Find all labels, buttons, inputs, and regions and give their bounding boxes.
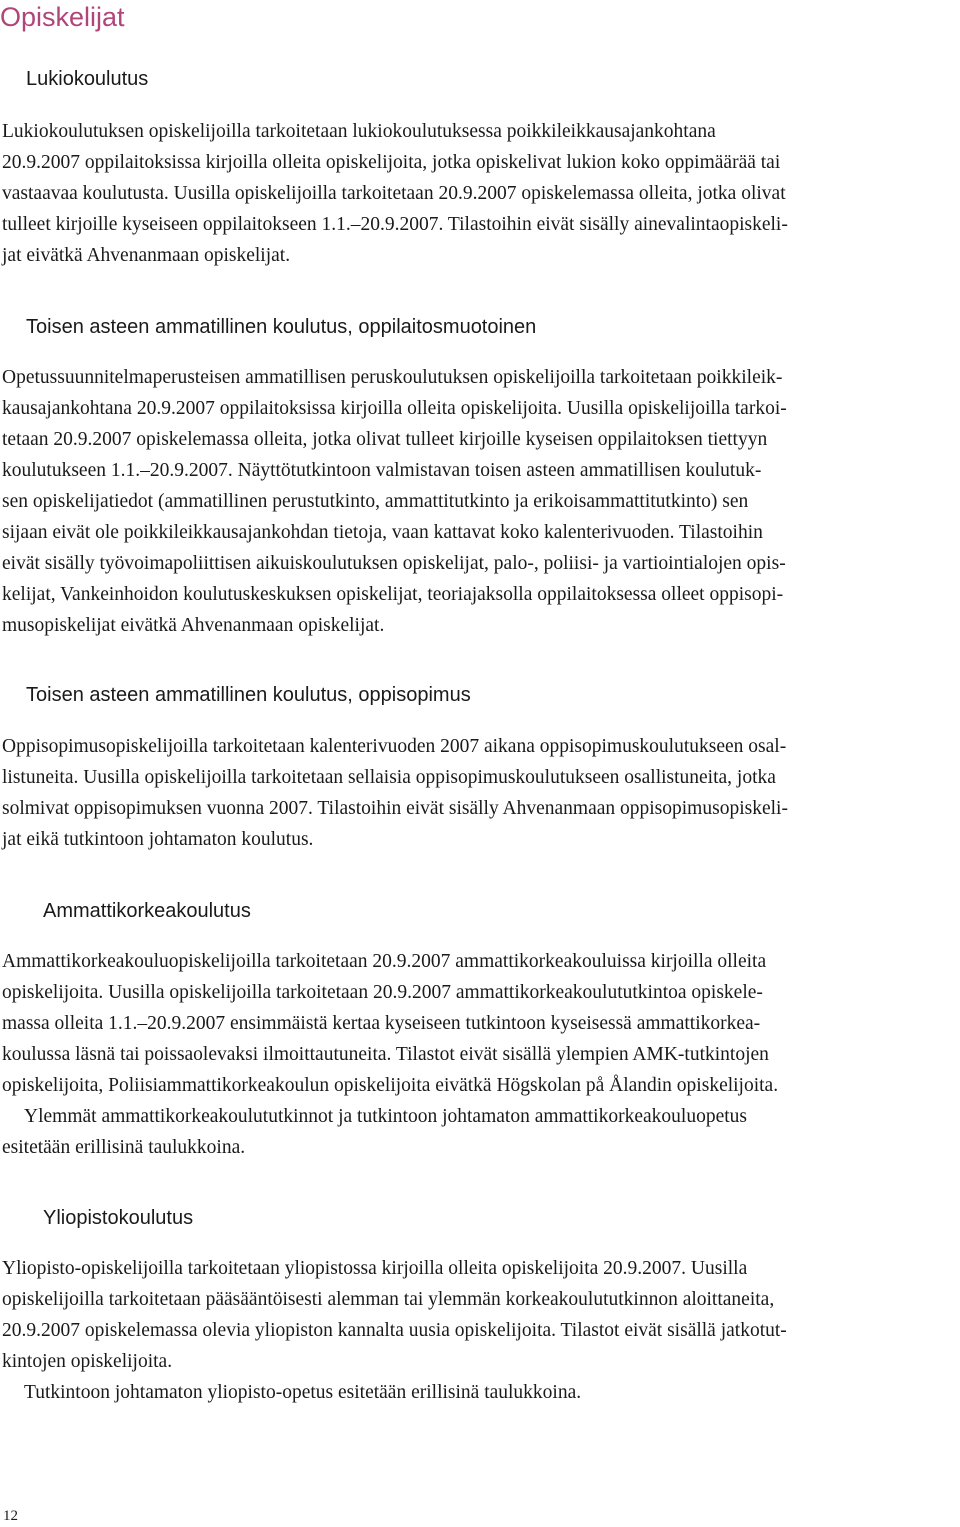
paragraph-line: listuneita. Uusilla opiskelijoilla tarkoitetaan sellaisia oppisopimuskoulutukseen osallistuneita, jotka (2, 767, 776, 788)
paragraph-line: jat eivätkä Ahvenanmaan opiskelijat. (2, 245, 291, 266)
paragraph-line: sijaan eivät ole poikkileikkausajankohdan tietoja, vaan kattavat koko kalenterivuoden. Tilastoihin (2, 522, 763, 543)
paragraph-line: 20.9.2007 opiskelemassa olevia yliopiston kannalta uusia opiskelijoita. Tilastot eivät sisällä jatkotut- (2, 1320, 787, 1341)
paragraph-line: koulussa läsnä tai poissaolevaksi ilmoittautuneita. Tilastot eivät sisällä ylempien AMK-tutkintojen (2, 1044, 769, 1065)
paragraph-line: esitetään erillisinä taulukkoina. (2, 1137, 246, 1158)
paragraph-line: opiskelijoita. Uusilla opiskelijoilla tarkoitetaan 20.9.2007 ammattikorkeakoulututkintoa opiskele- (2, 982, 763, 1003)
paragraph-line: koulutukseen 1.1.–20.9.2007. Näyttötutkintoon valmistavan toisen asteen ammatillisen koulutuk- (2, 460, 762, 481)
page-number: 12 (3, 1508, 18, 1524)
paragraph-line: Lukiokoulutuksen opiskelijoilla tarkoitetaan lukiokoulutuksessa poikkileikkausajankohtana (2, 121, 716, 142)
section-heading-yliopistokoulutus: Yliopistokoulutus (43, 1207, 194, 1229)
paragraph-line: opiskelijoita, Poliisiammattikorkeakoulun opiskelijoita eivätkä Högskolan på Ålandin opiskelijoita. (2, 1075, 779, 1096)
paragraph-line: 20.9.2007 oppilaitoksissa kirjoilla olleita opiskelijoita, jotka opiskelivat lukion koko oppimäärää tai (2, 152, 781, 173)
paragraph-line: tetaan 20.9.2007 opiskelemassa olleita, jotka olivat tulleet kirjoille kyseisen oppilaitoksen tiettyyn (2, 429, 768, 450)
section-body-ammattikorkeakoulutus (2, 946, 954, 1163)
page-title: Opiskelijat (0, 2, 125, 32)
section-heading-oppisopimus: Toisen asteen ammatillinen koulutus, oppisopimus (26, 684, 471, 706)
paragraph-line: Ammattikorkeakouluopiskelijoilla tarkoitetaan 20.9.2007 ammattikorkeakouluissa kirjoilla olleita (2, 951, 767, 972)
paragraph-line: sen opiskelijatiedot (ammatillinen perustutkinto, ammattitutkinto ja erikoisammattitutkinto) sen (2, 491, 749, 512)
paragraph-line: vastaavaa koulutusta. Uusilla opiskelijoilla tarkoitetaan 20.9.2007 opiskelemassa olleita, jotka olivat (2, 183, 786, 204)
paragraph-line: Yliopisto-opiskelijoilla tarkoitetaan yliopistossa kirjoilla olleita opiskelijoita 20.9.2007. Uusilla (2, 1258, 748, 1279)
paragraph-line: musopiskelijat eivätkä Ahvenanmaan opiskelijat. (2, 615, 385, 636)
section-body-oppisopimus (2, 731, 954, 855)
paragraph-line: kausajankohtana 20.9.2007 oppilaitoksissa kirjoilla olleita opiskelijoita. Uusilla opiskelijoilla tarkoi- (2, 398, 787, 419)
section-body-yliopistokoulutus (2, 1253, 954, 1408)
paragraph-line: kelijat, Vankeinhoidon koulutuskeskuksen opiskelijat, teoriajaksolla oppilaitoksessa olleet oppisopi- (2, 584, 784, 605)
paragraph-line: Ylemmät ammattikorkeakoulututkinnot ja tutkintoon johtamaton ammattikorkeakouluopetus (24, 1106, 747, 1127)
paragraph-line: solmivat oppisopimuksen vuonna 2007. Tilastoihin eivät sisälly Ahvenanmaan oppisopimusopiskeli- (2, 798, 788, 819)
section-heading-oppilaitosmuotoinen: Toisen asteen ammatillinen koulutus, oppilaitosmuotoinen (26, 316, 537, 338)
paragraph-line: Oppisopimusopiskelijoilla tarkoitetaan kalenterivuoden 2007 aikana oppisopimuskoulutukseen osal- (2, 736, 787, 757)
paragraph-line: Opetussuunnitelmaperusteisen ammatillisen peruskoulutuksen opiskelijoilla tarkoitetaan poikkileik- (2, 367, 783, 388)
paragraph-line: kintojen opiskelijoita. (2, 1351, 173, 1372)
section-body-lukiokoulutus (2, 116, 954, 271)
section-body-oppilaitosmuotoinen (2, 362, 954, 641)
paragraph-line: tulleet kirjoille kyseiseen oppilaitokseen 1.1.–20.9.2007. Tilastoihin eivät sisälly ainevalintaopiskeli- (2, 214, 788, 235)
section-heading-lukiokoulutus: Lukiokoulutus (26, 68, 149, 90)
paragraph-line: massa olleita 1.1.–20.9.2007 ensimmäistä kertaa kyseiseen tutkintoon kyseisessä ammattikorkea- (2, 1013, 761, 1034)
paragraph-line: Tutkintoon johtamaton yliopisto-opetus esitetään erillisinä taulukkoina. (24, 1382, 582, 1403)
paragraph-line: opiskelijoilla tarkoitetaan pääsääntöisesti alemman tai ylemmän korkeakoulututkinnon aloittaneita, (2, 1289, 775, 1310)
section-heading-ammattikorkeakoulutus: Ammattikorkeakoulutus (43, 900, 251, 922)
paragraph-line: eivät sisälly työvoimapoliittisen aikuiskoulutuksen opiskelijat, palo-, poliisi- ja vartiointialojen opis- (2, 553, 786, 574)
paragraph-line: jat eikä tutkintoon johtamaton koulutus. (2, 829, 314, 850)
